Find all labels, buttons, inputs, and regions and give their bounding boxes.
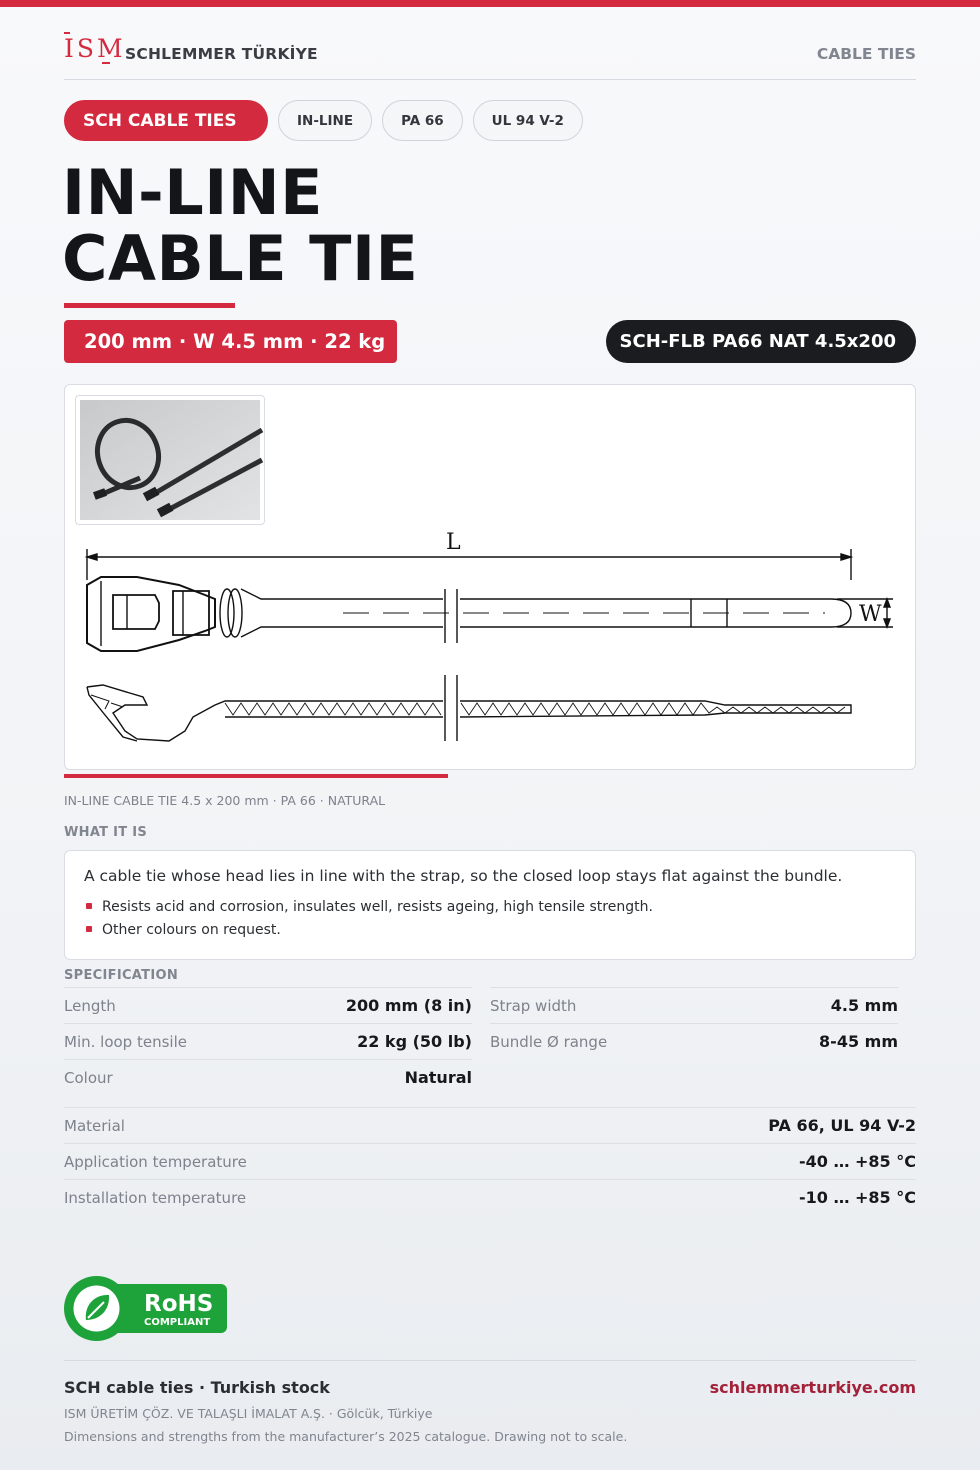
what-it-is-label: WHAT IT IS [64,825,148,840]
spec-row-length [64,987,472,1023]
svg-text:RoHS: RoHS [144,1291,214,1317]
svg-text:COMPLIANT: COMPLIANT [144,1317,211,1328]
spec-row-loop-tensile [64,1023,472,1059]
width-label: W [859,602,882,627]
title-underline [64,303,235,308]
svg-text:ISM: ISM [64,34,126,63]
footer-divider [64,1360,916,1361]
spec-row-colour [64,1059,472,1095]
spec-value: PA 66, UL 94 V-2 [768,1116,916,1135]
title-line-1: IN-LINE [62,156,324,229]
footer-disclaimer: Dimensions and strengths from the manufacturer’s 2025 catalogue. Drawing not to scale. [64,1429,628,1444]
spec-summary-pill: 200 mm · W 4.5 mm · 22 kg [64,320,397,363]
product-code-pill: SCH-FLB PA66 NAT 4.5x200 [606,320,916,363]
section-label: CABLE TIES [816,45,916,63]
top-accent-bar [0,0,980,7]
footer-tagline: SCH cable ties · Turkish stock [64,1378,330,1397]
spec-wide-table [64,1107,916,1215]
spec-value: 4.5 mm [830,996,898,1015]
rohs-badge [64,1276,227,1341]
spec-value: Natural [404,1068,472,1087]
description-text: A cable tie whose head lies in line with the strap, so the closed loop stays flat against the bundle. [84,867,843,885]
spec-row-application-temp [64,1143,916,1179]
chip-in-line[interactable]: IN-LINE [278,100,372,141]
spec-column-left [64,987,472,1095]
spec-value: 8-45 mm [819,1032,898,1051]
product-photo [75,395,265,525]
header [64,28,916,80]
spec-key: Min. loop tensile [64,1032,187,1051]
title-line-2: CABLE TIE [62,222,419,295]
description-box [64,850,916,960]
feature-item: Other colours on request. [84,919,896,942]
technical-drawing [65,525,915,765]
chip-sch-cable-ties[interactable]: SCH CABLE TIES [64,100,268,141]
footer-company: ISM ÜRETİM ÇÖZ. VE TALAŞLI İMALAT A.Ş. · Gölcük, Türkiye [64,1406,433,1421]
spec-key: Colour [64,1068,113,1087]
spec-value: 200 mm (8 in) [345,996,472,1015]
brand-name: SCHLEMMER TÜRKİYE [125,45,318,63]
spec-key: Bundle Ø range [490,1032,608,1051]
spec-row-material [64,1107,916,1143]
spec-row-bundle-range [490,1023,898,1059]
spec-key: Installation temperature [64,1188,247,1207]
spec-key: Application temperature [64,1152,247,1171]
spec-key: Strap width [490,996,577,1015]
length-label: L [446,530,461,555]
page-title [62,156,419,295]
spec-row-installation-temp [64,1179,916,1215]
product-figure [64,384,916,770]
spec-key: Material [64,1116,125,1135]
spec-value: -10 … +85 °C [798,1188,916,1207]
chip-ul94[interactable]: UL 94 V-2 [473,100,583,141]
footer-website-link[interactable]: schlemmerturkiye.com [709,1378,916,1397]
spec-row-strap-width [490,987,898,1023]
feature-item: Resists acid and corrosion, insulates well, resists ageing, high tensile strength. [84,896,896,919]
spec-value: -40 … +85 °C [798,1152,916,1171]
ism-logo [64,30,126,66]
spec-key: Length [64,996,116,1015]
spec-column-right [490,987,898,1059]
category-chips [64,100,583,141]
feature-list [84,896,896,942]
figure-underline [64,774,448,778]
specification-label: SPECIFICATION [64,968,178,983]
spec-value: 22 kg (50 lb) [357,1032,472,1051]
figure-caption: IN-LINE CABLE TIE 4.5 x 200 mm · PA 66 · NATURAL [64,793,386,808]
chip-pa66[interactable]: PA 66 [382,100,463,141]
